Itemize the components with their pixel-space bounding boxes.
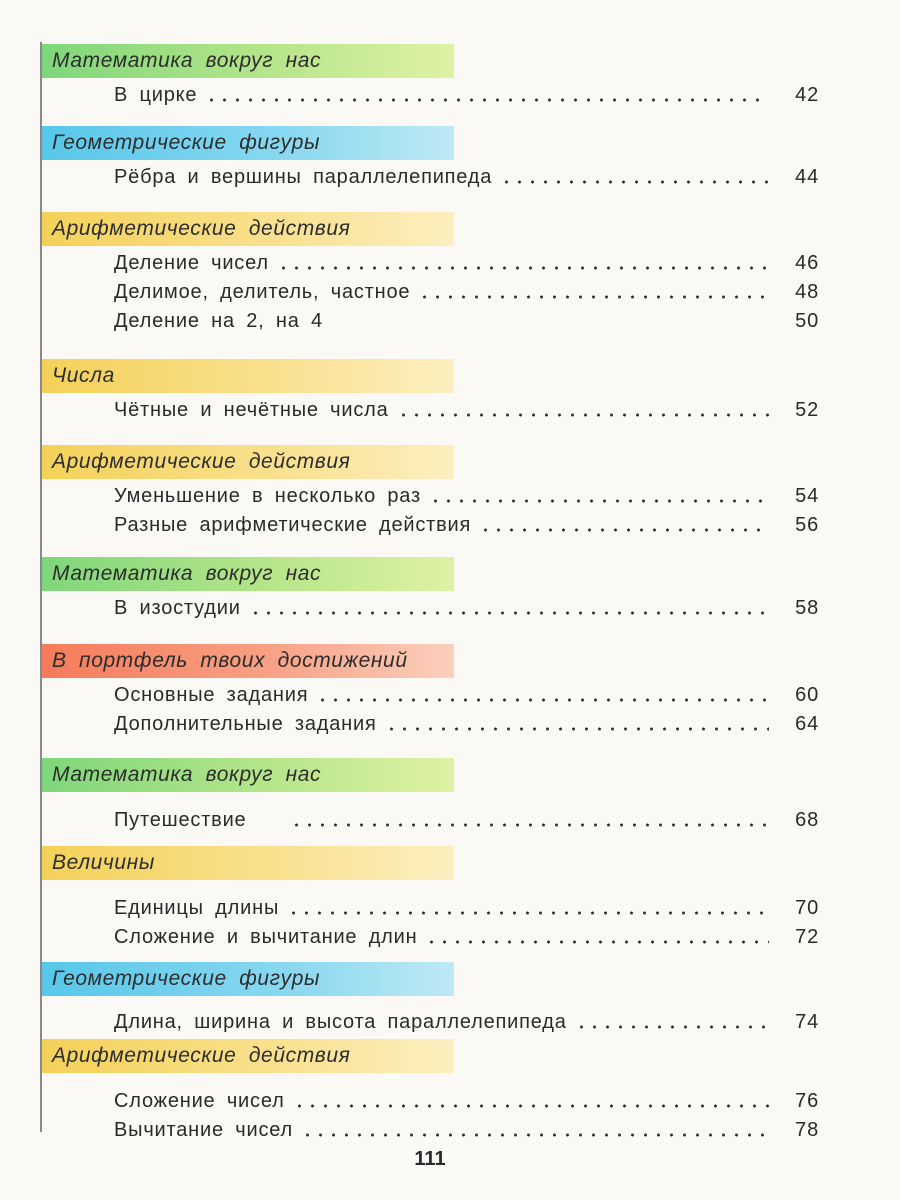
dot-leader bbox=[500, 166, 769, 186]
section-heading: Арифметические действия bbox=[42, 1039, 454, 1073]
entry-page: 42 bbox=[795, 84, 819, 106]
entry-title: Дополнительные задания bbox=[114, 713, 377, 735]
dot-leader bbox=[249, 597, 769, 617]
dot-leader bbox=[575, 1011, 769, 1031]
toc-section bbox=[42, 126, 819, 189]
toc-section bbox=[42, 758, 819, 832]
toc-section bbox=[42, 962, 819, 1034]
entry-page: 72 bbox=[795, 926, 819, 948]
section-heading: Геометрические фигуры bbox=[42, 962, 454, 996]
dot-leader bbox=[425, 926, 769, 946]
entry-title: Рёбра и вершины параллелепипеда bbox=[114, 166, 493, 188]
entry-title: Делимое, делитель, частное bbox=[114, 281, 411, 303]
entry-page: 58 bbox=[795, 597, 819, 619]
toc-section bbox=[42, 1039, 819, 1142]
entry-page: 50 bbox=[795, 310, 819, 332]
dot-leader bbox=[277, 252, 769, 272]
section-heading: Арифметические действия bbox=[42, 212, 454, 246]
entry-title: Сложение и вычитание длин bbox=[114, 926, 418, 948]
section-heading: Геометрические фигуры bbox=[42, 126, 454, 160]
toc-entry bbox=[114, 920, 819, 949]
dot-leader bbox=[418, 281, 769, 301]
dot-leader bbox=[479, 514, 769, 534]
toc-entry bbox=[114, 78, 819, 107]
toc-entry bbox=[114, 1113, 819, 1142]
entry-title: Сложение чисел bbox=[114, 1090, 285, 1112]
entry-page: 64 bbox=[795, 713, 819, 735]
toc-entry bbox=[114, 393, 819, 422]
toc-entry bbox=[114, 1073, 819, 1113]
toc-entry bbox=[114, 591, 819, 620]
section-heading: Математика вокруг нас bbox=[42, 44, 454, 78]
entry-page: 78 bbox=[795, 1119, 819, 1141]
entry-title: В цирке bbox=[114, 84, 198, 106]
page-number: 111 bbox=[414, 1148, 446, 1170]
entry-page: 76 bbox=[795, 1090, 819, 1112]
section-heading: В портфель твоих достижений bbox=[42, 644, 454, 678]
dot-leader bbox=[293, 1090, 769, 1110]
toc-entry bbox=[114, 304, 819, 333]
toc-section bbox=[42, 445, 819, 537]
entry-page: 70 bbox=[795, 897, 819, 919]
entry-title: Путешествие bbox=[114, 809, 247, 831]
toc-entry bbox=[114, 508, 819, 537]
entry-page: 44 bbox=[795, 166, 819, 188]
toc-entry bbox=[114, 880, 819, 920]
entry-page: 52 bbox=[795, 399, 819, 421]
entry-title: Длина, ширина и высота параллелепипеда bbox=[114, 1011, 567, 1033]
toc-entry bbox=[114, 246, 819, 275]
entry-title: В изостудии bbox=[114, 597, 241, 619]
toc-entry bbox=[114, 792, 819, 832]
toc-section bbox=[42, 44, 819, 107]
toc-section bbox=[42, 359, 819, 422]
entry-title: Вычитание чисел bbox=[114, 1119, 293, 1141]
entry-page: 46 bbox=[795, 252, 819, 274]
dot-leader bbox=[301, 1119, 769, 1139]
toc-section bbox=[42, 212, 819, 333]
toc-section bbox=[42, 644, 819, 736]
section-heading: Арифметические действия bbox=[42, 445, 454, 479]
section-heading: Математика вокруг нас bbox=[42, 758, 454, 792]
entry-title: Основные задания bbox=[114, 684, 309, 706]
entry-page: 60 bbox=[795, 684, 819, 706]
toc-entry bbox=[114, 707, 819, 736]
entry-page: 74 bbox=[795, 1011, 819, 1033]
entry-title: Уменьшение в несколько раз bbox=[114, 485, 421, 507]
entry-title: Единицы длины bbox=[114, 897, 280, 919]
entry-page: 54 bbox=[795, 485, 819, 507]
dot-leader bbox=[287, 897, 769, 917]
entry-title: Деление на 2, на 4 bbox=[114, 310, 323, 332]
entry-page: 56 bbox=[795, 514, 819, 536]
entry-title: Разные арифметические действия bbox=[114, 514, 472, 536]
toc-section bbox=[42, 557, 819, 620]
toc-section bbox=[42, 846, 819, 949]
section-heading: Числа bbox=[42, 359, 454, 393]
entry-page: 68 bbox=[795, 809, 819, 831]
dot-leader bbox=[316, 684, 769, 704]
section-heading: Величины bbox=[42, 846, 454, 880]
entry-title: Деление чисел bbox=[114, 252, 269, 274]
toc-entry bbox=[114, 678, 819, 707]
dot-leader bbox=[290, 809, 769, 829]
toc-entry bbox=[114, 160, 819, 189]
toc-entry bbox=[114, 479, 819, 508]
dot-leader bbox=[429, 485, 769, 505]
section-heading: Математика вокруг нас bbox=[42, 557, 454, 591]
dot-leader bbox=[205, 84, 769, 104]
toc-entry bbox=[114, 996, 819, 1034]
dot-leader bbox=[385, 713, 769, 733]
entry-page: 48 bbox=[795, 281, 819, 303]
entry-title: Чётные и нечётные числа bbox=[114, 399, 389, 421]
toc-entry bbox=[114, 275, 819, 304]
dot-leader bbox=[397, 399, 769, 419]
